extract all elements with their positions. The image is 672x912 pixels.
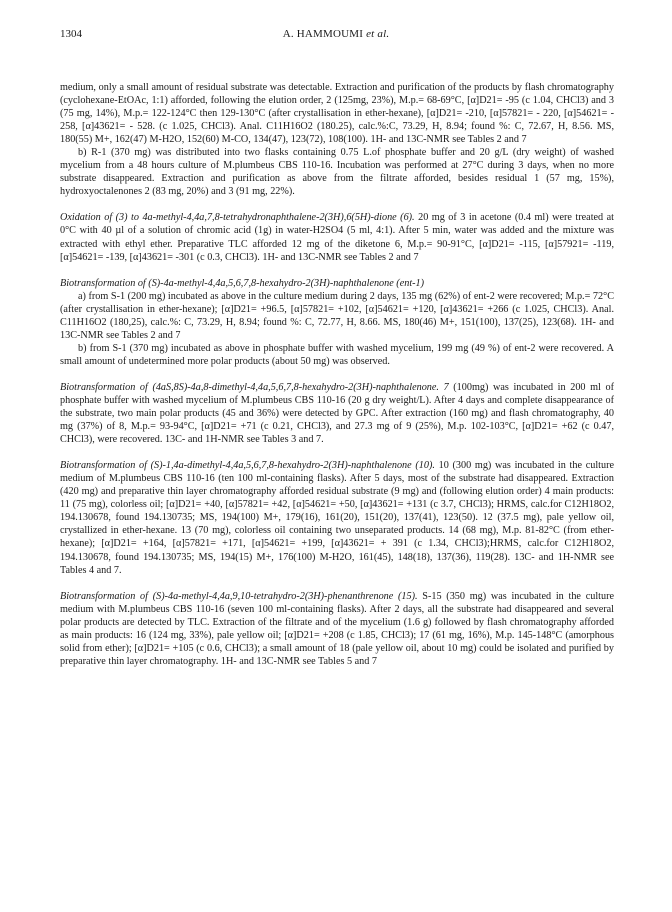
section-heading-ent1: Biotransformation of (S)-4a-methyl-4,4a,5,6,7,8-hexahydro-2(3H)-naphthalenone (ent-1) bbox=[60, 277, 425, 289]
author-surname: AMMOUMI bbox=[304, 28, 364, 40]
running-header bbox=[60, 26, 612, 42]
paragraph-biotransformation-7 bbox=[60, 381, 614, 446]
paragraph-ent1-b: b) from S-1 (370 mg) incubated as above in phosphate buffer with washed mycelium, 199 mg (49 %) of ent-2 were recovered. A small amount of undetermined more polar products (about 50 mg) was observed. bbox=[60, 342, 614, 367]
article-body bbox=[60, 81, 614, 668]
paragraph-oxidation-3 bbox=[60, 211, 614, 263]
paragraph-biotransformation-15 bbox=[60, 590, 614, 668]
section-heading-compound-7: Biotransformation of (4aS,8S)-4a,8-dimethyl-4,4a,5,6,7,8-hexahydro-2(3H)-naphthalenone. 7 bbox=[60, 381, 449, 393]
paragraph-text: 10 (300 mg) was incubated in the culture medium of M.plumbeus CBS 110-16 (ten 100 ml-containing flasks). After 5 days, most of the substrate had disappeared. Extraction (420 mg) and preparative thin layer chromatography afforded residual substrate (9 mg) and (following elution order) 4 main products: 11 (75 mg), colorless oil; [α]D21= +40, [α]57821= +42, [α]54621= +50, [α]43621= +131 (c 3.7, CHCl3); HRMS, calc.for C12H18O2, 194.130678, found 194.130735; MS, 194(100) M+, 179(16), 161(20), 151(20), 137(41), 123(50). 12 (37.5 mg), pale yellow oil, crystallized in ether-hexane. 13 (70 mg), colorless oil containing two unseparated products. 14 (68 mg), M.p. 81-82°C (from ether-hexane); [α]D21= +164, [α]57821= +171, [α]54621= +199, [α]43621= + 391 (c 1.34, CHCl3);HRMS, calc.for C12H18O2, 194.130678, found 194.130735; MS, 194(15) M+, 176(100) M-H2O, 161(45), 148(18), 137(36), 119(28). 13C- and 1H-NMR see Tables 4 and 7. bbox=[60, 460, 614, 576]
paragraph-text: 20 mg of 3 in acetone (0.4 ml) were treated at 0°C with 40 µl of a solution of chromic acid (1g) in water-H2SO4 (5 ml, 4:1). After 5 min, water was added and the mixture was extracted with ethyl ether. Preparative TLC afforded 12 mg of the diketone 6, M.p.= 90-91°C, [α]D21= -115, [α]57921= -119, [α]54621= -139, [α]43621= -301 (c 0.3, CHCl3). 1H- and 13C-NMR see Tables 2 and 7 bbox=[60, 212, 614, 263]
paragraph-r1-incubation: b) R-1 (370 mg) was distributed into two flasks containing 0.75 L.of phosphate buffer and 20 g/L (dry weight) of washed mycelium from a 48 hours culture of M.plumbeus CBS 110-16. Incubation was performed at 27°C during 3 days, when no more substrate disappeared. Extraction and purification as above from the filtrate afforded, besides residual 1 (57 mg, 15%), hydroxyoctalenones 2 (83 mg, 20%) and 3 (91 mg, 22%). bbox=[60, 147, 614, 198]
paragraph-text: S-15 (350 mg) was incubated in the culture medium with M.plumbeus CBS 110-16 (seven 100 ml-containing flasks). After 2 days, all the substrate had disappeared and several polar products are detected by TLC. Extraction of the filtrate and of the mycelium (1.6 g) followed by flash chromatography afforded as main products: 16 (124 mg, 33%), pale yellow oil; [α]D21= +208 (c 1.85, CHCl3); 17 (61 mg, 16%), M.p. 145-148°C (amorphous solid from ether); [α]D21= +105 (c 0.6, CHCl3); a small amount of 18 (pale yellow oil, about 10 mg) could be isolated and purified by preparative thin layer chromatography. 1H- and 13C-NMR see Tables 5 and 7 bbox=[60, 590, 614, 667]
paragraph-ent1-a: a) from S-1 (200 mg) incubated as above in the culture medium during 2 days, 135 mg (62%) of ent-2 were recovered; M.p.= 72°C (after crystallisation in ether-hexane); [α]D21= +96.5, [α]57821= +102, [α]54621= +120, [α]43621= +266 (c 1.025, CHCl3). Anal. C11H16O2 (180,25), calc.%: C, 73.29, H, 8.94; found %: C, 72.77, H, 8.66. MS, 180(46) M+, 151(100), 137(25), 123(68). 1H- and 13C-NMR see Tables 2 and 7 bbox=[60, 290, 614, 341]
section-heading-compound-10: Biotransformation of (S)-1,4a-dimethyl-4,4a,5,6,7,8-hexahydro-2(3H)-naphthalenone (10). bbox=[60, 460, 435, 472]
section-heading-oxidation: Oxidation of (3) to 4a-methyl-4,4a,7,8-tetrahydronaphthalene-2(3H),6(5H)-dione (6). bbox=[60, 212, 415, 224]
author-initial: A. H bbox=[282, 28, 305, 40]
et-al: et al. bbox=[366, 28, 390, 40]
paragraph-residual-products: medium, only a small amount of residual substrate was detectable. Extraction and purification of the products by flash chromatography (cyclohexane-EtOAc, 1:1) afforded, following the elution order, 2 (125mg, 23%), M.p.= 68-69°C, [α]D21= -95 (c 1.04, CHCl3) and 3 (75 mg, 14%), M.p.= 122-124°C then 129-130°C (after crystallisation in ether-hexane), [α]D21= -210, [α]57821= - 220, [α]54621= - 258, [α]43621= - 528. (c 1.025, CHCl3). Anal. C11H16O2 (180.25), calc.%:C, 73.29, H, 8.94; found %: C, 72.67, H, 8.56. MS, 180(55) M+, 162(47) M-H2O, 152(60) M-CO, 134(47), 123(72), 108(100). 1H- and 13C-NMR see Tables 2 and 7 bbox=[60, 82, 614, 146]
paragraph-biotransformation-10 bbox=[60, 459, 614, 576]
paragraph-text: (100mg) was incubated in 200 ml of phosphate buffer with washed mycelium of M.plumbeus CBS 110-16 (20 g dry weight/L). After 4 days and complete disappearance of the substrate, two main polar products (45 and 36%) were detected by GPC. After extraction (160 mg) and flash chromatography, 40 mg (37%) of 8, M.p.= 93-94°C, [α]D21= +71 (c 0.21, CHCl3), and 27.3 mg of 9 (25%), M.p. 102-103°C, [α]D21= +62 (c 0.47, CHCl3), were recovered. 13C- and 1H-NMR see Tables 3 and 7. bbox=[60, 381, 614, 446]
page-number: 1304 bbox=[60, 28, 82, 40]
section-heading-compound-15: Biotransformation of (S)-4a-methyl-4,4a,9,10-tetrahydro-2(3H)-phenanthrenone (15). bbox=[60, 590, 418, 602]
running-author bbox=[60, 26, 612, 42]
